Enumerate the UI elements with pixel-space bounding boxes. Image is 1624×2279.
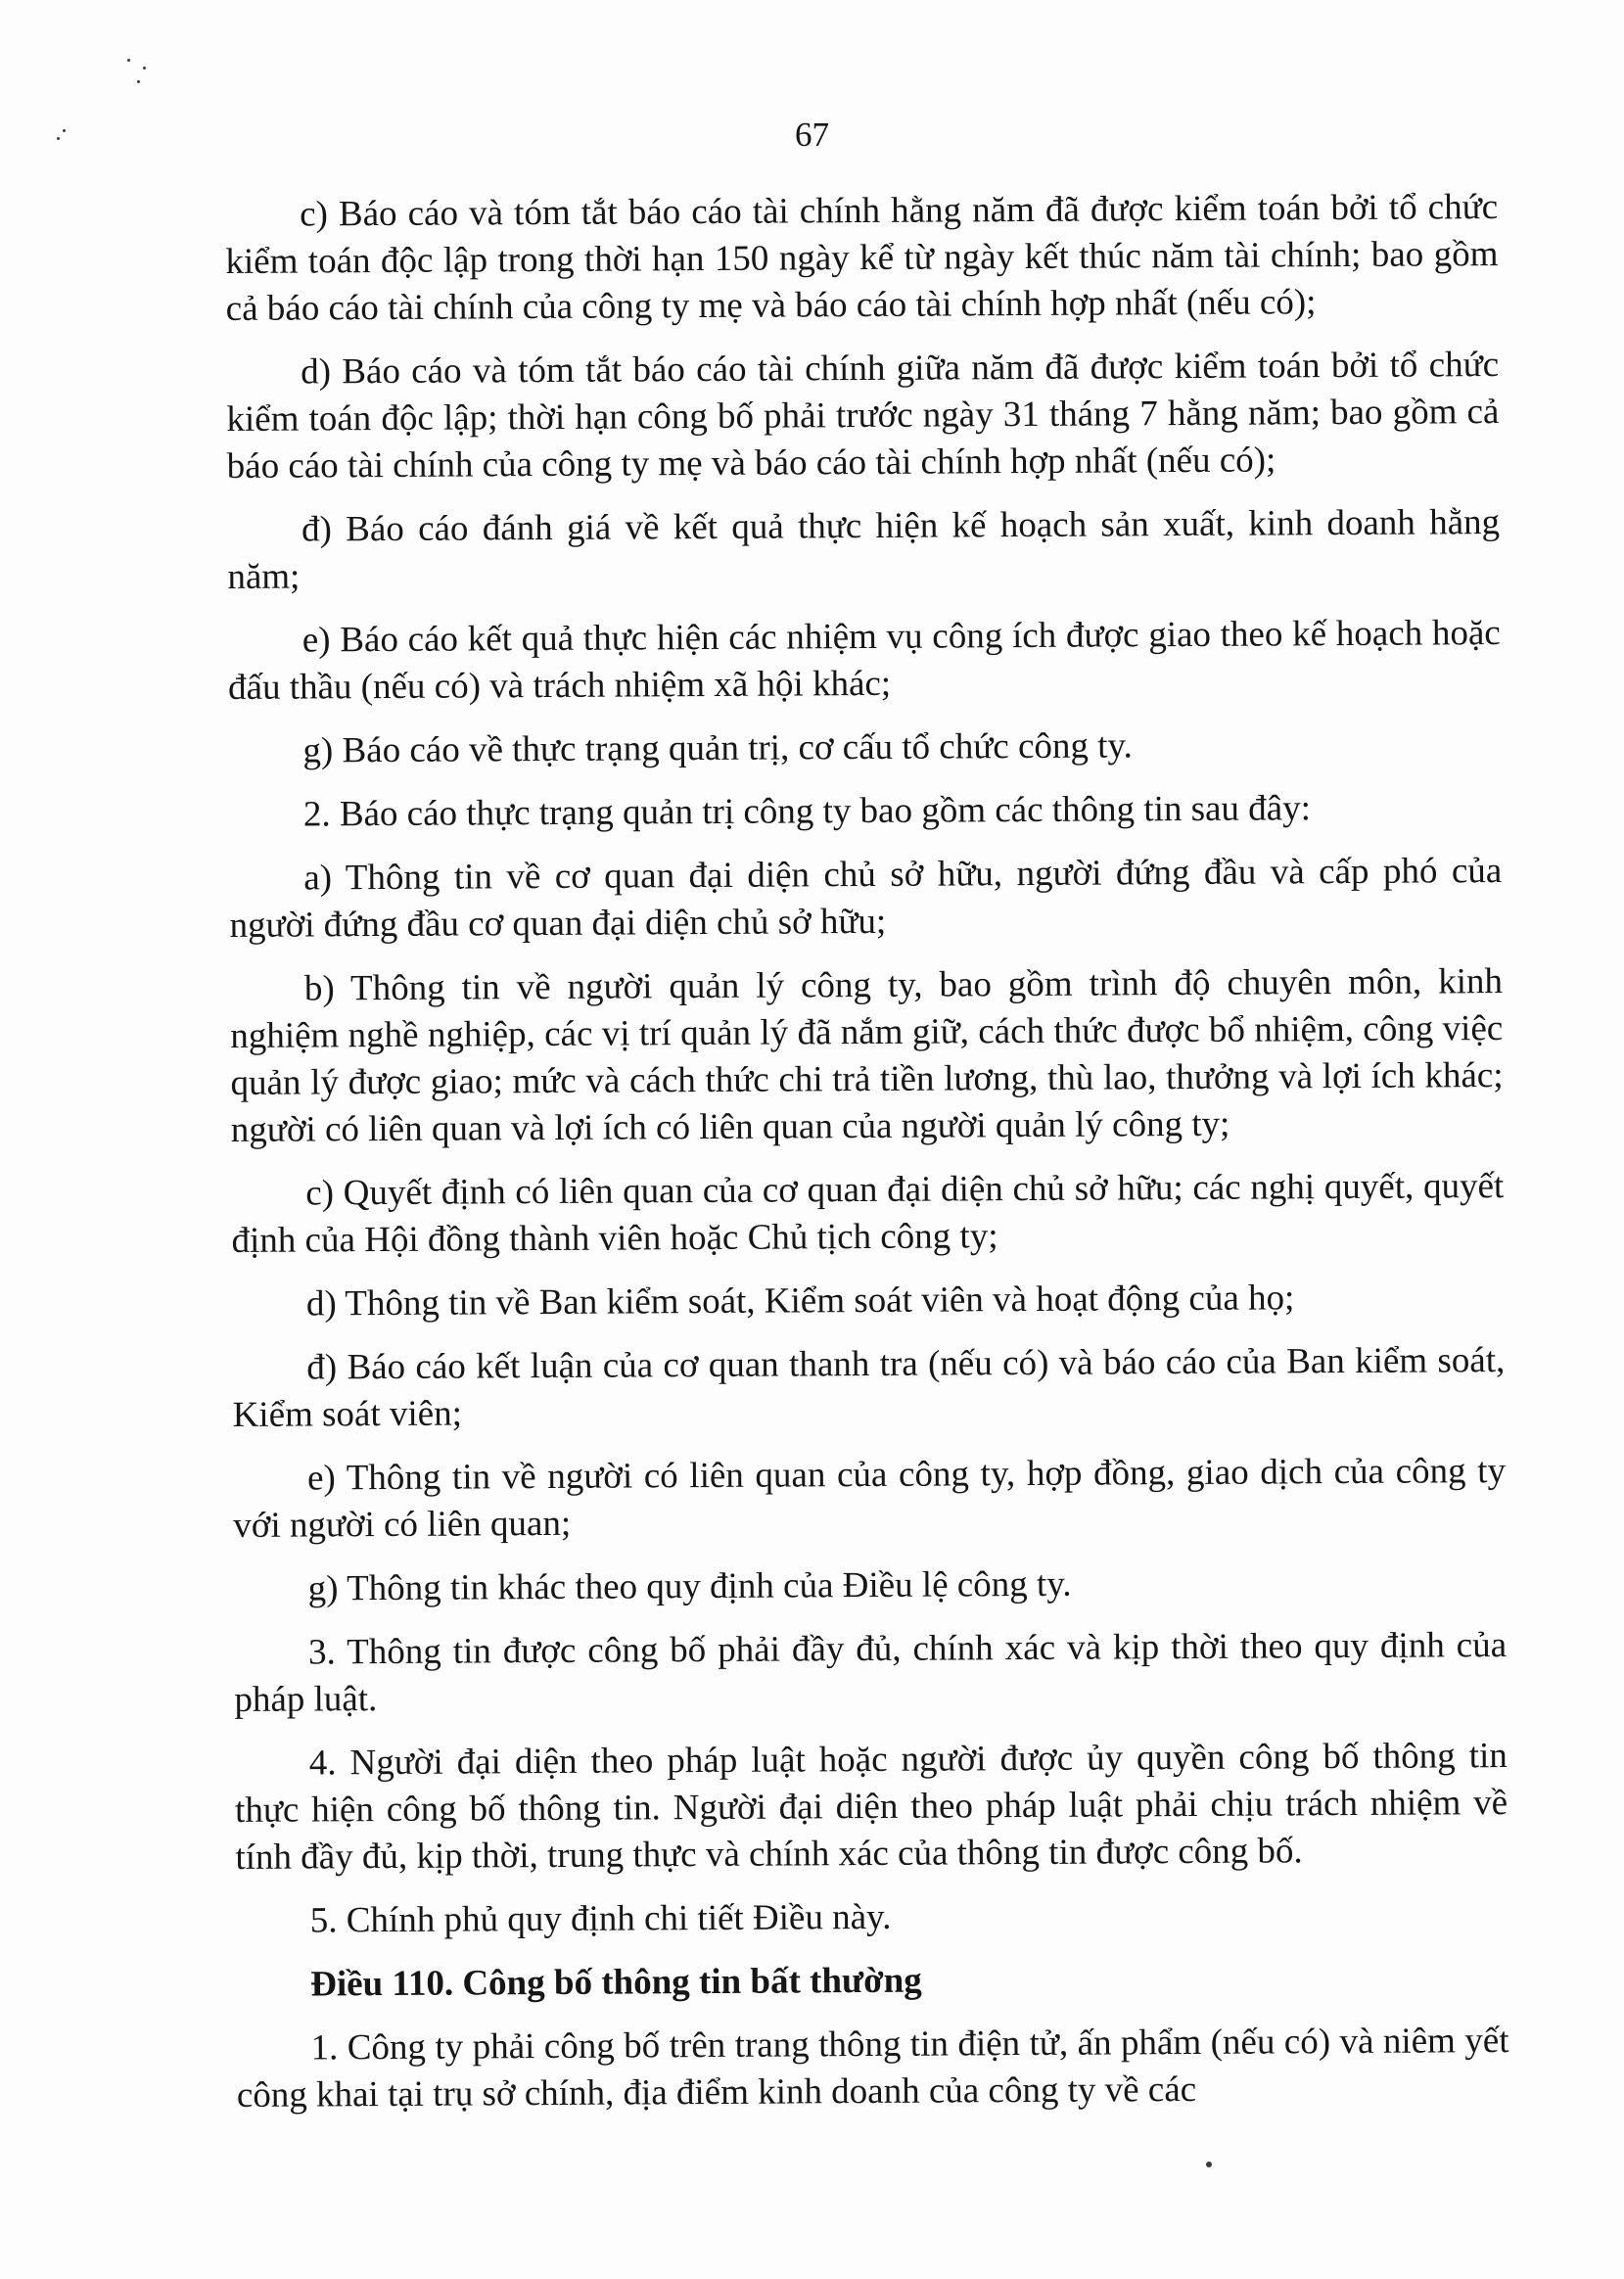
paragraph-2a-owner-agency: a) Thông tin về cơ quan đại diện chủ sở hữu, người đứng đầu và cấp phó của người đứng đầu cơ quan đại diện chủ sở hữu; <box>229 851 1503 946</box>
paragraph-2d-supervisory-board: d) Thông tin về Ban kiểm soát, Kiểm soát viên và hoạt động của họ; <box>305 1278 1295 1325</box>
paragraph-section-2: 2. Báo cáo thực trạng quản trị công ty bao gồm các thông tin sau đây: <box>302 788 1312 835</box>
paragraph-2g-other-info: g) Thông tin khác theo quy định của Điều lệ công ty. <box>307 1563 1072 1609</box>
paragraph-section-3: 3. Thông tin được công bố phải đầy đủ, chính xác và kịp thời theo quy định của pháp luật. <box>234 1625 1508 1720</box>
paragraph-section-4: 4. Người đại diện theo pháp luật hoặc người được ủy quyền công bố thông tin thực hiện công bố thông tin. Người đại diện theo pháp luật phải chịu trách nhiệm về tính đầy đủ, kịp thời, trung thực và chính xác của thông tin được công bố. <box>234 1736 1508 1878</box>
paragraph-2dd-inspection-conclusion: đ) Báo cáo kết luận của cơ quan thanh tra (nếu có) và báo cáo của Ban kiểm soát, Kiểm soát viên; <box>232 1340 1506 1435</box>
paragraph-2b-managers: b) Thông tin về người quản lý công ty, bao gồm trình độ chuyên môn, kinh nghiệm nghề nghiệp, các vị trí quản lý đã nắm giữ, cách thức được bổ nhiệm, công việc quản lý được giao; mức và cách thức chi trả tiền lương, thù lao, thưởng và lợi ích khác; người có liên quan và lợi ích có liên quan của người quản lý công ty; <box>230 961 1504 1150</box>
paragraph-2e-related-persons: e) Thông tin về người có liên quan của công ty, hợp đồng, giao dịch của công ty với người có liên quan; <box>233 1451 1507 1546</box>
paragraph-e-public-duties: e) Báo cáo kết quả thực hiện các nhiệm vụ công ích được giao theo kế hoạch hoặc đấu thầu (nếu có) và trách nhiệm xã hội khác; <box>227 613 1501 708</box>
scan-speck <box>143 67 146 70</box>
paragraph-c-annual-report: c) Báo cáo và tóm tắt báo cáo tài chính hằng năm đã được kiểm toán bởi tổ chức kiểm toán độc lập trong thời hạn 150 ngày kể từ ngày kết thúc năm tài chính; bao gồm cả báo cáo tài chính của công ty mẹ và báo cáo tài chính hợp nhất (nếu có); <box>225 187 1499 329</box>
paragraph-2c-decisions: c) Quyết định có liên quan của cơ quan đại diện chủ sở hữu; các nghị quyết, quyết định của Hội đồng thành viên hoặc Chủ tịch công ty; <box>231 1166 1505 1261</box>
document-body <box>225 184 1509 2136</box>
paragraph-article-110-clause-1: 1. Công ty phải công bố trên trang thông tin điện tử, ấn phẩm (nếu có) và niêm yết công khai tại trụ sở chính, địa điểm kinh doanh của công ty về các <box>236 2021 1509 2116</box>
page-number: 67 <box>795 116 829 154</box>
paragraph-section-5: 5. Chính phủ quy định chi tiết Điều này. <box>309 1896 892 1941</box>
scan-speck <box>127 59 130 62</box>
article-110-heading: Điều 110. Công bố thông tin bất thường <box>310 1960 922 2005</box>
paragraph-dd-plan-evaluation: đ) Báo cáo đánh giá về kết quả thực hiện kế hoạch sản xuất, kinh doanh hằng năm; <box>227 502 1501 597</box>
paragraph-g-governance-report: g) Báo cáo về thực trạng quản trị, cơ cấu tổ chức công ty. <box>302 725 1133 771</box>
scan-speck <box>137 80 140 83</box>
scan-speck <box>1206 2162 1212 2167</box>
paragraph-d-midyear-report: d) Báo cáo và tóm tắt báo cáo tài chính giữa năm đã được kiểm toán bởi tổ chức kiểm toán độc lập; thời hạn công bố phải trước ngày 31 tháng 7 hằng năm; bao gồm cả báo cáo tài chính của công ty mẹ và báo cáo tài chính hợp nhất (nếu có); <box>226 345 1500 487</box>
